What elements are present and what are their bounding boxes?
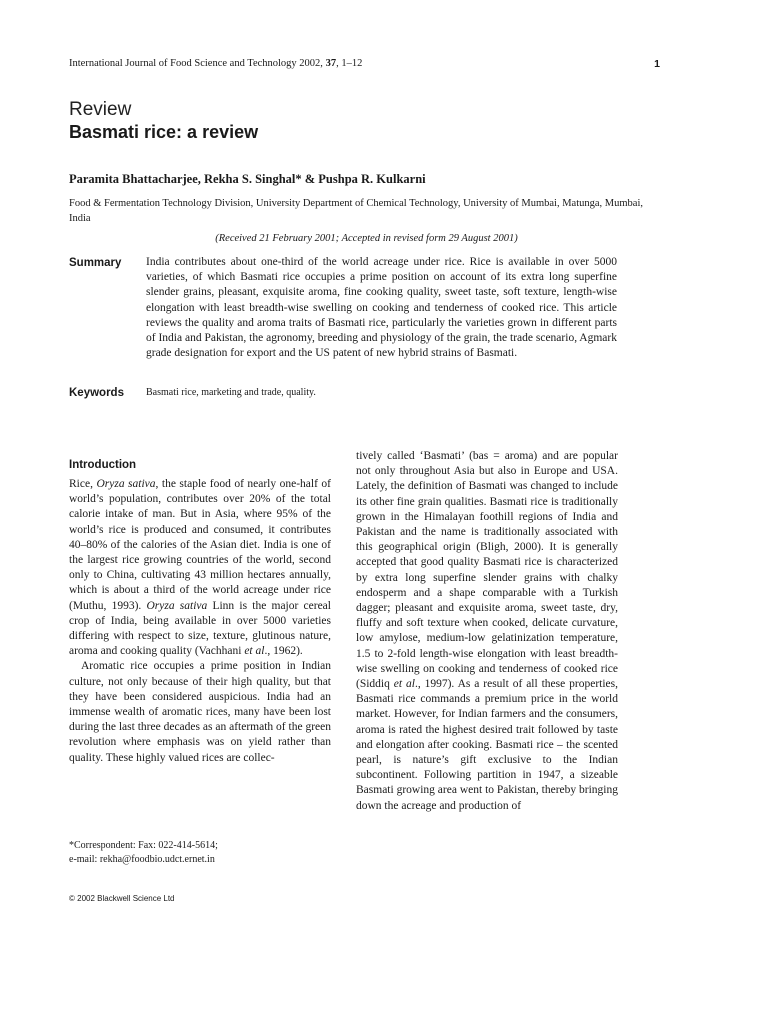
footnote-email: e-mail: rekha@foodbio.udct.ernet.in (69, 854, 215, 865)
text-run: tively called ‘Basmati’ (bas = aroma) and are popular not only throughout Asia but also in Europe and USA. Lately, the definition of Basmati was changed to include its other fine grain qualities. Basmati rice is traditionally grown in the Himalayan foothill regions of India and Pakistan and the name is traditionally associated with this geographical origin (Bligh, 2000). It is generally accepted that good quality Basmati rice is characterized by extra long superfine slender grains with chalky endosperm and a shape comparable with a Turkish dagger; pleasant and exquisite aroma, sweet taste, dry, fluffy and soft texture when cooked, delicate curvature, low amylose, medium-low gelatinization temperature, 1.5 to 2-fold length-wise elongation with least breadth-wise swelling on cooking and tenderness of cooked rice (Siddiq (356, 450, 618, 691)
body-column-right (356, 449, 618, 814)
keywords-text: Basmati rice, marketing and trade, quality. (146, 387, 316, 398)
intro-paragraph-2-continued (356, 449, 618, 814)
text-run: ., 1997). As a result of all these properties, Basmati rice commands a premium price in the world market. However, for Indian farmers and the consumers, aroma is rated the highest desired trait followed by taste and elongation after cooking. Basmati rice – the scented pearl, is nature’s gift exclusive to the Indian subcontinent. Following partition in 1947, a sizeable Basmati growing area went to Pakistan, thereby bringing down the acreage and production of (356, 678, 618, 812)
intro-paragraph-2: Aromatic rice occupies a prime position in Indian culture, not only because of their high quality, but that they have been considered auspicious. India had an immense wealth of aromatic rices, many have been lost during the last three decades as an aftermath of the green revolution where emphasis was on yield rather than quality. These highly valued rices are collec- (69, 660, 331, 764)
journal-volume: 37 (325, 58, 337, 69)
species-name: Oryza sativa (146, 599, 208, 612)
text-run: ., 1962). (264, 645, 303, 658)
received-dates: (Received 21 February 2001; Accepted in revised form 29 August 2001) (215, 233, 518, 244)
citation-etal: et al (393, 678, 415, 691)
page-number: 1 (654, 58, 660, 70)
article-title: Basmati rice: a review (69, 122, 259, 142)
footnote-fax: *Correspondent: Fax: 022-414-5614; (69, 840, 218, 851)
species-name: Oryza sativa (96, 478, 156, 490)
journal-name: International Journal of Food Science and Technology 2002, (69, 58, 323, 69)
intro-paragraph-1 (69, 477, 331, 659)
introduction-heading: Introduction (69, 459, 137, 471)
journal-pages: , 1–12 (336, 58, 363, 69)
text-run: Linn is the major cereal crop of India, being available in over 5000 varieties differing with respect to size, texture, glutinous nature, aroma and cooking quality (Vachhani (69, 599, 331, 658)
citation-etal: et al (244, 645, 265, 658)
affiliation: Food & Fermentation Technology Division, University Department of Chemical Technology, University of Mumbai, Matunga, Mumbai, India (69, 198, 643, 224)
summary-text: India contributes about one-third of the world acreage under rice. Rice is available in over 5000 varieties, of which Basmati rice occupies a prime position on account of its extra long superfine slender grains, pleasant, exquisite aroma, fine cooking quality, sweet taste, soft texture, length-wise elongation with least breadth-wise swelling on cooking and tenderness of cooked rice. This article reviews the quality and aroma traits of Basmati rice, particularly the varieties grown in different parts of India and Pakistan, the agronomy, breeding and physiology of the grain, the trade scenario, Agmark grade designation for export and the US patent of new hybrid strains of Basmati. (146, 256, 617, 360)
summary-label: Summary (69, 257, 122, 269)
copyright-notice: © 2002 Blackwell Science Ltd (69, 894, 175, 903)
text-run: Rice, (69, 478, 97, 490)
text-run: , the staple food of nearly one-half of world’s population, contributes over 20% of the total calorie intake of man. But in Asia, where 95% of the world’s rice is produced and consumed, it contributes 40–80% of the calories of the Asian diet. India is one of the largest rice growing countries of the world, second only to China, cultivating 43 million hectares annually, which is about a third of the world acreage under rice (Muthu, 1993). (69, 478, 331, 612)
correspondence-footnote (69, 839, 331, 867)
author-list: Paramita Bhattacharjee, Rekha S. Singhal* & Pushpa R. Kulkarni (69, 172, 426, 186)
article-type: Review (69, 99, 132, 120)
keywords-label: Keywords (69, 387, 124, 399)
journal-header (69, 58, 362, 69)
body-column-left (69, 477, 331, 766)
